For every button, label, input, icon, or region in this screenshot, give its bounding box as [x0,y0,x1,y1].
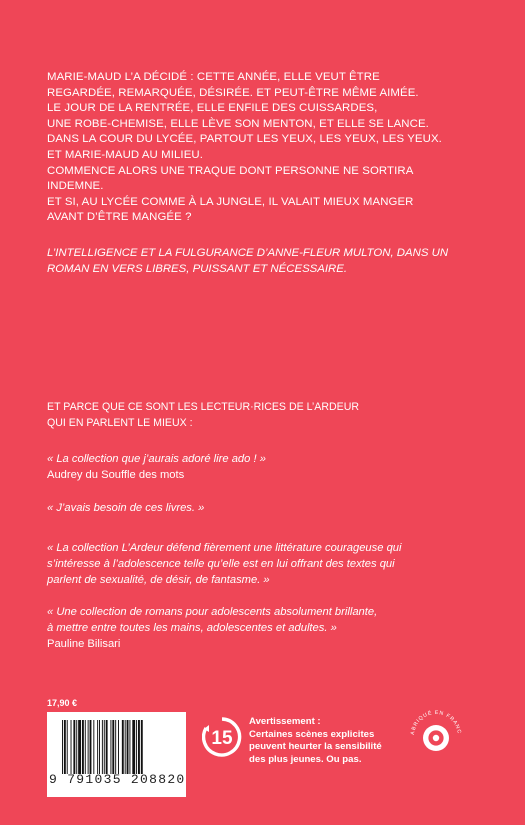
quote-author: Pauline Bilisari [47,638,121,651]
blurb-line: LE JOUR DE LA RENTRÉE, ELLE ENFILE DES CUISSARDES, [47,102,378,115]
barcode-bar [112,720,114,774]
barcode-bar [125,720,126,774]
quote-text: parlent de sexualité, de désir, de fantasme. » [47,574,270,587]
barcode-bar [62,720,63,774]
blurb-line: MARIE-MAUD L’A DÉCIDÉ : CETTE ANNÉE, ELLE VEUT ÊTRE [47,71,380,83]
review-quote [47,500,487,516]
warning-line: peuvent heurter la sensibilité [249,741,382,753]
warning-line: des plus jeunes. Ou pas. [249,753,362,765]
barcode-bar [76,720,77,774]
quote-author: Audrey du Souffle des mots [47,469,185,482]
barcode-bar [106,720,108,774]
barcode-bar [118,720,119,774]
review-quote [47,604,487,653]
blurb-line: REGARDÉE, REMARQUÉE, DÉSIRÉE. ET PEUT-ÊTRE MÊME AIMÉE. [47,86,419,99]
age-rating-15-plus-icon [202,717,242,762]
barcode-bar [97,720,98,774]
made-in-france-label: ABRIQUÉ EN FRANC [409,709,463,736]
blurb-line: COMMENCE ALORS UNE TRAQUE DONT PERSONNE NE SORTIRA [47,164,414,177]
isbn-barcode [47,712,186,797]
barcode-bar [99,720,100,774]
barcode-bar [78,720,81,774]
barcode-bar [90,720,92,774]
barcode-bar [122,720,124,774]
review-quote [47,540,487,589]
tagline-line: ROMAN EN VERS LIBRES, PUISSANT ET NÉCESSAIRE. [47,262,348,275]
tagline-line: L’INTELLIGENCE ET LA FULGURANCE D’ANNE-FLEUR MULTON, DANS UN [47,247,449,259]
tagline [47,246,487,277]
barcode-bar [102,720,103,774]
quote-text: « La collection que j’aurais adoré lire ado ! » [47,453,266,465]
intro-line: QUI EN PARLENT LE MIEUX : [47,416,193,429]
barcode-bar [64,720,66,774]
barcode-bar [85,720,86,774]
barcode-bar [136,720,137,774]
barcode-digits: 9 791035 208820 [49,772,186,787]
barcode-bar [141,720,143,774]
barcode-bar [73,720,75,774]
made-in-france-target-icon [403,700,469,771]
reviews-intro [47,400,487,431]
quote-text: « La collection L’Ardeur défend fièrement une littérature courageuse qui [47,542,402,554]
blurb-line: UNE ROBE-CHEMISE, ELLE LÈVE SON MENTON, ET ELLE SE LANCE. [47,117,429,130]
barcode-bar [132,720,135,774]
barcode-bar [104,720,105,774]
quote-text: s’intéresse à l’adolescence telle qu’elle est en lui offrant des textes qui [47,558,395,571]
barcode-bar [88,720,89,774]
barcode-bar [82,720,84,774]
barcode-bar [115,720,116,774]
age-rating-number: 15 [211,728,233,749]
back-cover-blurb [47,70,487,226]
barcode-bar [138,720,140,774]
quote-text: « J’avais besoin de ces livres. » [47,502,205,514]
barcode-bar [127,720,129,774]
barcode-bar [71,720,72,774]
blurb-line: DANS LA COUR DU LYCÉE, PARTOUT LES YEUX, LES YEUX, LES YEUX. [47,133,442,146]
blurb-line: AVANT D’ÊTRE MANGÉE ? [47,211,192,224]
barcode-bar [93,720,94,774]
content-warning [249,716,399,766]
barcode-bars [62,720,172,774]
barcode-bar [129,720,130,774]
price-label: 17,90 € [47,698,78,708]
blurb-line: ET MARIE-MAUD AU MILIEU. [47,148,203,161]
quote-text: à mettre entre toutes les mains, adolescentes et adultes. » [47,622,337,635]
quote-text: « Une collection de romans pour adolescents absolument brillante, [47,606,378,618]
review-quote [47,451,487,483]
warning-line: Avertissement : [249,716,321,727]
blurb-line: INDEMNE. [47,180,104,193]
warning-line: Certaines scènes explicites [249,728,375,740]
barcode-bar [110,720,111,774]
blurb-line: ET SI, AU LYCÉE COMME À LA JUNGLE, IL VALAIT MIEUX MANGER [47,195,414,208]
barcode-bar [67,720,68,774]
intro-line: ET PARCE QUE CE SONT LES LECTEUR·RICES DE L’ARDEUR [47,401,359,413]
